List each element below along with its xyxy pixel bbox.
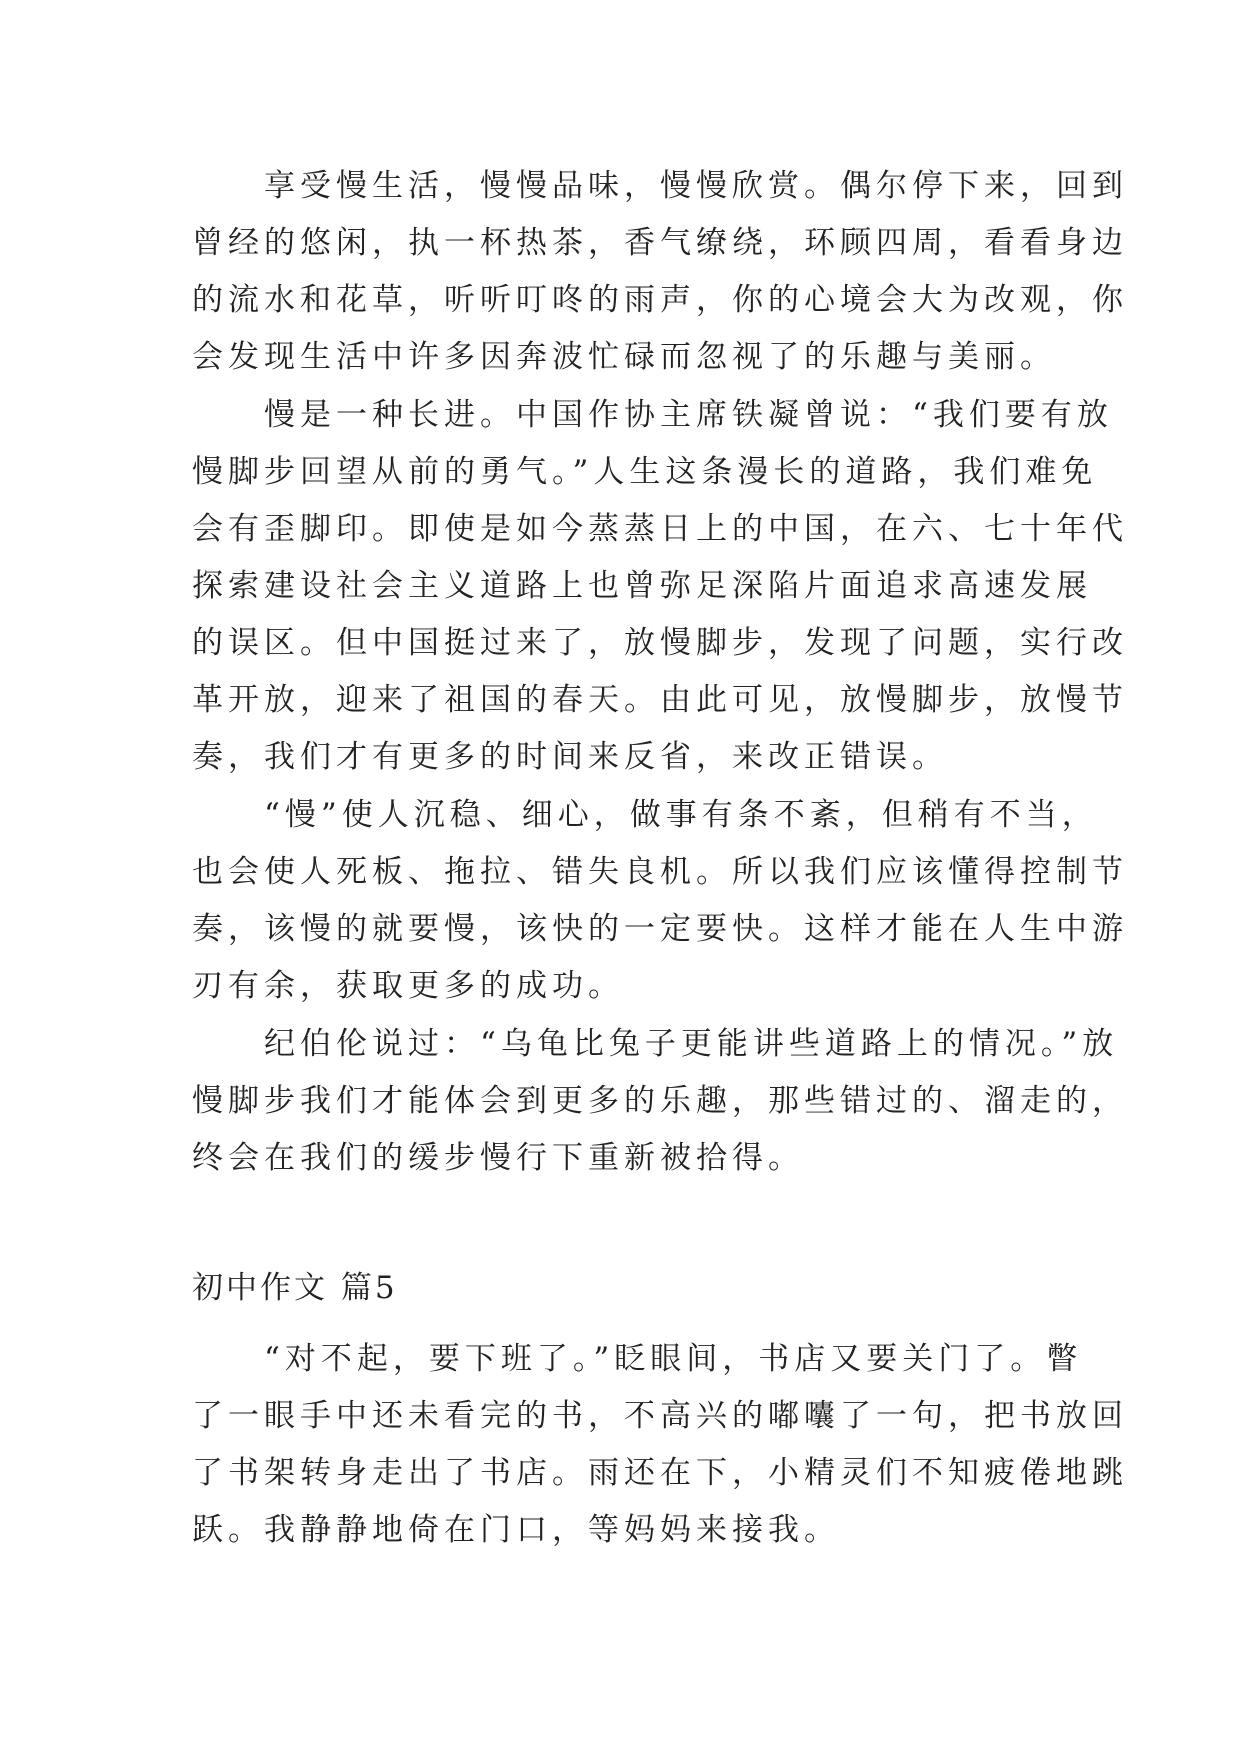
- text-line: 了一眼手中还未看完的书，不高兴的嘟囔了一句，把书放回: [192, 1398, 1128, 1434]
- text-line: 奏，该慢的就要慢，该快的一定要快。这样才能在人生中游: [192, 911, 1128, 947]
- text-line: 探索建设社会主义道路上也曾弥足深陷片面追求高速发展: [192, 568, 1092, 604]
- text-line: 终会在我们的缓步慢行下重新被拾得。: [192, 1140, 804, 1176]
- text-line: 慢脚步回望从前的勇气。”人生这条漫长的道路，我们难免: [192, 454, 1098, 490]
- text-line: 慢脚步我们才能体会到更多的乐趣，那些错过的、溜走的，: [192, 1083, 1128, 1119]
- text-line: 享受慢生活，慢慢品味，慢慢欣赏。偶尔停下来，回到: [192, 168, 1128, 204]
- text-line: 刃有余，获取更多的成功。: [192, 968, 624, 1004]
- text-line: 也会使人死板、拖拉、错失良机。所以我们应该懂得控制节: [192, 854, 1128, 890]
- text-line: 慢是一种长进。中国作协主席铁凝曾说：“我们要有放: [192, 397, 1113, 433]
- text-line: 曾经的悠闲，执一杯热茶，香气缭绕，环顾四周，看看身边: [192, 225, 1128, 261]
- text-line: 会有歪脚印。即使是如今蒸蒸日上的中国，在六、七十年代: [192, 511, 1128, 547]
- section-heading: 初中作文 篇5: [192, 1270, 398, 1306]
- text-line: “慢”使人沉稳、细心，做事有条不紊，但稍有不当，: [192, 797, 1098, 833]
- text-line: 的误区。但中国挺过来了，放慢脚步，发现了问题，实行改: [192, 625, 1128, 661]
- text-line: 了书架转身走出了书店。雨还在下，小精灵们不知疲倦地跳: [192, 1455, 1128, 1491]
- text-line: 革开放，迎来了祖国的春天。由此可见，放慢脚步，放慢节: [192, 682, 1128, 718]
- text-line: “对不起，要下班了。”眨眼间，书店又要关门了。瞥: [192, 1341, 1083, 1377]
- text-line: 会发现生活中许多因奔波忙碌而忽视了的乐趣与美丽。: [192, 339, 1056, 375]
- text-line: 奏，我们才有更多的时间来反省，来改正错误。: [192, 739, 948, 775]
- text-line: 纪伯伦说过：“乌龟比兔子更能讲些道路上的情况。”放: [192, 1026, 1119, 1062]
- text-line: 跃。我静静地倚在门口，等妈妈来接我。: [192, 1512, 840, 1548]
- text-line: 的流水和花草，听听叮咚的雨声，你的心境会大为改观，你: [192, 282, 1128, 318]
